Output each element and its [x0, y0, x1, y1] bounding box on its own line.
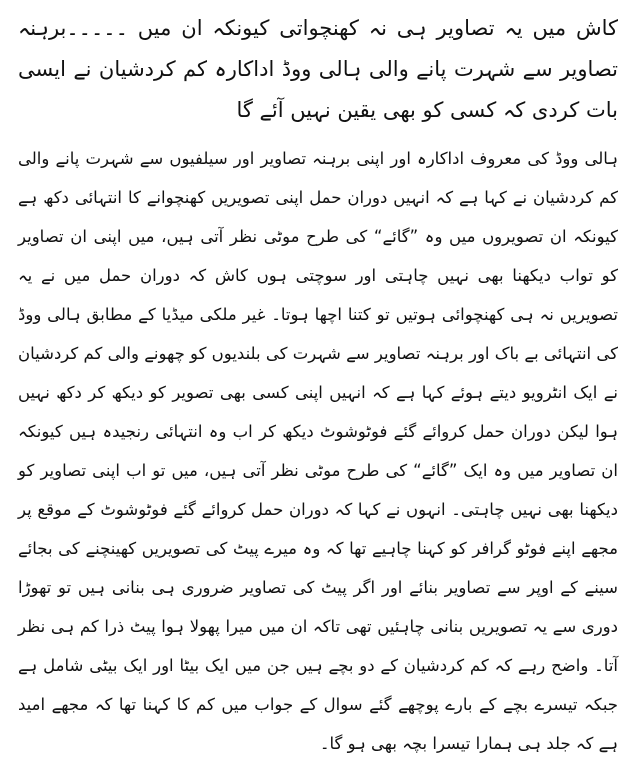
article-headline: کاش میں یہ تصاویر ہی نہ کھنچواتی کیونکہ ان میں ۔۔۔۔۔برہنہ تصاویر سے شہرت پانے والی ہالی ووڈ اداکارہ کم کردشیان نے ایسی بات کردی کہ کسی کو بھی یقین نہیں آئے گا: [18, 16, 618, 122]
article: [18, 8, 618, 763]
article-body: ہالی ووڈ کی معروف اداکارہ اور اپنی برہنہ تصاویر اور سیلفیوں سے شہرت پانے والی کم کردشیان نے کہا ہے کہ انہیں دوران حمل اپنی تصویریں کھنچوانے کا انتہائی دکھ ہے کیونکہ ان تصویروں میں وہ ”گائے“ کی طرح موٹی نظر آتی ہیں، میں اپنی ان تصاویر کو تواب دیکھنا بھی نہیں چاہتی اور سوچتی ہوں کاش کہ دوران حمل میں نے یہ تصویریں نہ ہی کھنچوائی ہوتیں تو کتنا اچھا ہوتا۔ غیر ملکی میڈیا کے مطابق ہالی ووڈ کی انتہائی بے باک اور برہنہ تصاویر سے شہرت کی بلندیوں کو چھونے والی کم کردشیان نے ایک انٹرویو دیتے ہوئے کہا ہے کہ انہیں اپنی کسی بھی تصویر کو دیکھ کر دکھ نہیں ہوا لیکن دوران حمل کروائے گئے فوٹوشوٹ دیکھ کر اب وہ انتہائی رنجیدہ ہیں کیونکہ ان تصاویر میں وہ ایک ”گائے“ کی طرح موٹی نظر آتی ہیں، میں تو اب اپنی تصاویر کو دیکھنا بھی نہیں چاہتی۔ انہوں نے کہا کہ دوران حمل کروائے گئے فوٹوشوٹ کے موقع پر مجھے اپنے فوٹو گرافر کو کہنا چاہیے تھا کہ وہ میرے پیٹ کی تصویریں کھینچنے کی بجائے سینے کے اوپر سے تصاویر بنائے اور اگر پیٹ کی تصاویر ضروری ہی بنانی ہیں تو تھوڑا دوری سے یہ تصویریں بنانی چاہئیں تھی تاکہ ان میں میرا پھولا ہوا پیٹ ذرا کم ہی نظر آتا۔ واضح رہے کہ کم کردشیان کے دو بچے ہیں جن میں ایک بیٹا اور ایک بیٹی شامل ہے جبکہ تیسرے بچے کے بارے پوچھے گئے سوال کے جواب میں کم کا کہنا تھا کہ مجھے امید ہے کہ جلد ہی ہمارا تیسرا بچہ بھی ہو گا۔: [18, 149, 618, 753]
